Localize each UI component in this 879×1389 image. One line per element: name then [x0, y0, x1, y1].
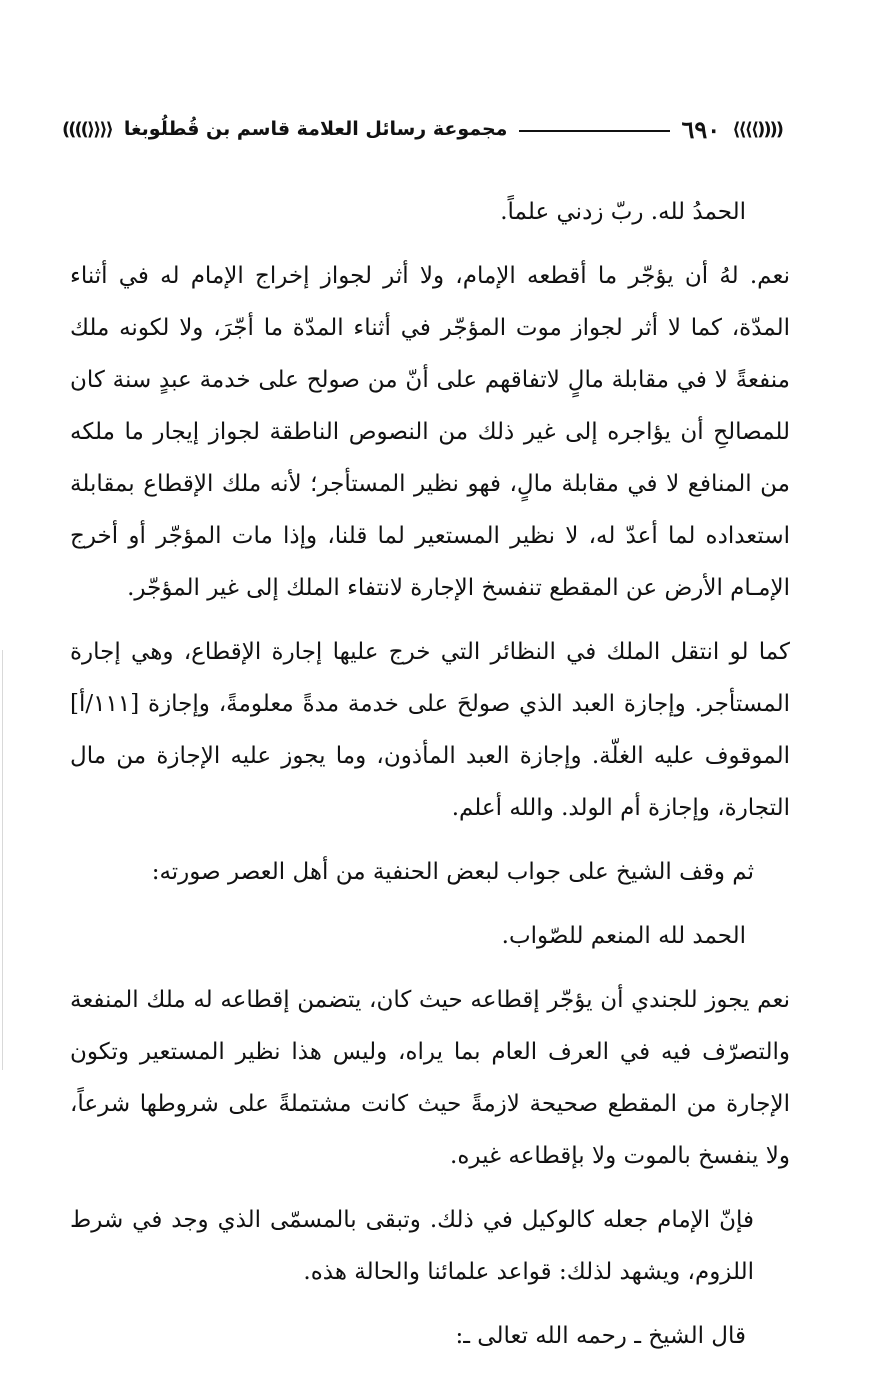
paragraph-intro: ثم وقف الشيخ على جواب لبعض الحنفية من أهل العصر صورته: [151, 859, 754, 885]
paragraph-analogies: كما لو انتقل الملك في النظائر التي خرج عليها إجارة الإقطاع، وهي إجارة المستأجر. وإجازة العبد الذي صولحَ على خدمة مدةً معلومةً، وإجازة [١١١/أ] الموقوف عليه الغلّة. وإجازة العبد المأذون، وما يجوز عليه الإجازة من مال التجارة، وإجازة أم الولد. والله أعلم. [70, 639, 790, 821]
header-ornament-left: ⟨⟨⟨⟨)))) [62, 118, 112, 140]
paragraph-sheikh-said: قال الشيخ ـ رحمه الله تعالى ـ: [455, 1323, 746, 1349]
paragraph-agent: فإنّ الإمام جعله كالوكيل في ذلك. وتبقى بالمسمّى الذي وجد في شرط اللزوم، ويشهد لذلك: قواعد علمائنا والحالة هذه. [70, 1207, 754, 1285]
running-header [62, 112, 782, 146]
header-ornament-right: ((((⟩⟩⟩⟩ [732, 118, 782, 140]
paragraph-soldier-lease: نعم يجوز للجندي أن يؤجّر إقطاعه حيث كان، يتضمن إقطاعه له ملك المنفعة والتصرّف فيه في العرف العام بما يراه، وليس هذا نظير المستعير وتكون الإجارة من المقطع صحيحة لازمةً حيث كانت مشتملةً على شروطها شرعاً، ولا ينفسخ بالموت ولا بإقطاعه غيره. [70, 987, 790, 1169]
paragraph-praise-2: الحمد لله المنعم للصّواب. [501, 923, 746, 949]
page-number: ٦٩٠ [681, 114, 721, 144]
page-body [70, 186, 790, 1374]
book-title: مجموعة رسائل العلامة قاسم بن قُطلُوبغا [123, 118, 508, 140]
paragraph-answer: نعم. لهُ أن يؤجّر ما أقطعه الإمام، ولا أثر لجواز إخراج الإمام له في أثناء المدّة، كما لا أثر لجواز موت المؤجّر في أثناء المدّة ما أجّرَ، ولا لكونه ملك منفعةً لا في مقابلة مالٍ لاتفاقهم على أنّ من صولح على خدمة عبدٍ سنة كان للمصالحِ أن يؤاجره إلى غير ذلك من النصوص الناطقة لجواز إيجار ما ملكه من المنافع لا في مقابلة مالٍ، فهو نظير المستأجر؛ لأنه ملك الإقطاع بمقابلة استعداده لما أعدّ له، لا نظير المستعير لما قلنا، وإذا مات المؤجّر أو أخرج الإمـام الأرض عن المقطع تنفسخ الإجارة لانتفاء الملك إلى غير المؤجّر. [70, 263, 790, 601]
paragraph-praise: الحمدُ لله. ربّ زدني علماً. [500, 199, 746, 225]
header-rule [519, 130, 669, 132]
scan-edge-line [2, 650, 3, 1070]
